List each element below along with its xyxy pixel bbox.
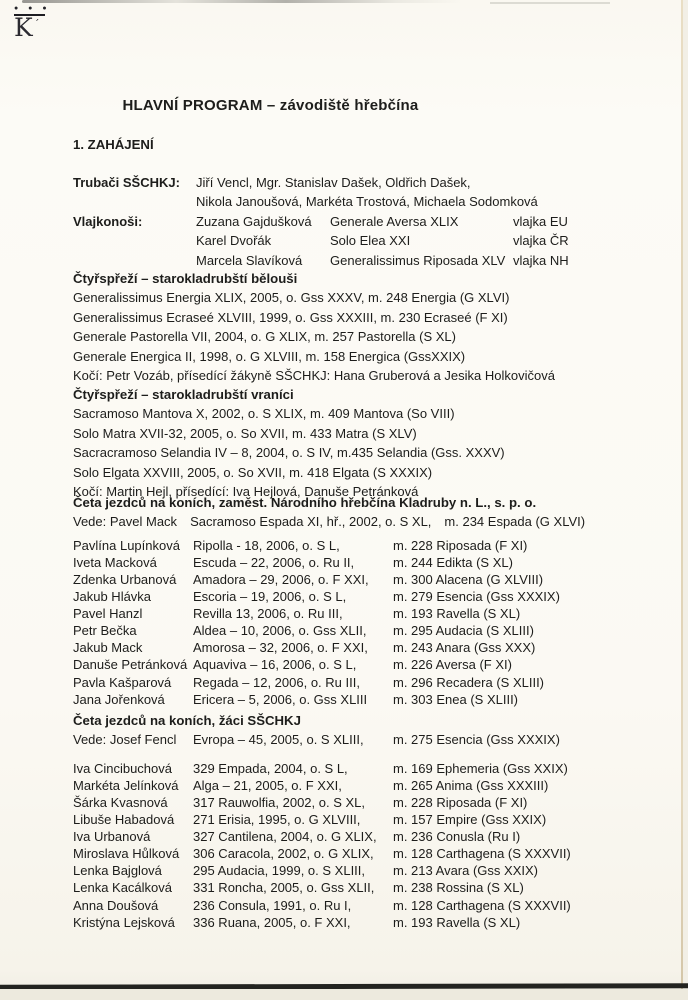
- rider-row: [73, 845, 614, 862]
- leader-horse: Evropa – 45, 2005, o. S XLIII,: [193, 732, 364, 748]
- rider-mare: m. 238 Rossina (S XL): [393, 880, 524, 896]
- rider-mare: m. 128 Carthagena (S XXXVII): [393, 846, 571, 862]
- riders-staff-list: [73, 537, 614, 708]
- rider-row: [73, 622, 614, 639]
- logo-letter-glyph: K: [14, 13, 34, 42]
- rider-mare: m. 157 Empire (Gss XXIX): [393, 812, 547, 828]
- rider-mare: m. 226 Aversa (F XI): [393, 657, 512, 673]
- trumpeters-row-1: [73, 173, 614, 192]
- leader-horse: Sacramoso Espada XI, hř., 2002, o. S XL,: [190, 514, 432, 530]
- rider-horse: Ericera – 5, 2006, o. Gss XLIII: [193, 691, 368, 707]
- rider-row: [73, 674, 614, 691]
- horse-line: Solo Matra XVII-32, 2005, o. So XVII, m. 433 Matra (S XLV): [73, 425, 417, 441]
- rider-name: Kristýna Lejsková: [73, 914, 175, 930]
- flag-bearer-flag: vlajka EU: [513, 213, 568, 229]
- horse-line: Generalissimus Ecraseé XLVIII, 1999, o. Gss XXXIII, m. 230 Ecraseé (F XI): [73, 309, 508, 325]
- rider-horse: Regada – 12, 2006, o. Ru III,: [193, 674, 360, 690]
- trumpeters-row-2: [73, 192, 614, 211]
- flag-bearer-flag: vlajka ČR: [513, 233, 569, 249]
- riders-students-section: [73, 711, 614, 931]
- rider-horse: 271 Erisia, 1995, o. G XLVIII,: [193, 812, 361, 828]
- logo-dots: ● ● ●: [14, 5, 51, 12]
- rider-name: Jana Jořenková: [73, 691, 165, 707]
- rider-horse: Alga – 21, 2005, o. F XXI,: [193, 777, 342, 793]
- rider-row: [73, 571, 614, 588]
- leader-mare: m. 234 Espada (G XLVI): [444, 514, 586, 530]
- four-in-hand-black-heading: Čtyřspřeží – starokladrubští vraníci: [73, 387, 294, 402]
- flag-bearers-row: [73, 212, 614, 270]
- trumpeters-names-line1: Jiří Vencl, Mgr. Stanislav Dašek, Oldřich Dašek,: [196, 175, 471, 190]
- leader-mare: m. 275 Esencia (Gss XXXIX): [393, 732, 560, 748]
- riders-staff-heading: Četa jezdců na koních, zaměst. Národního hřebčína Kladruby n. L., s. p. o.: [73, 495, 537, 510]
- leader-name: Vede: Josef Fencl: [73, 732, 177, 748]
- rider-mare: m. 169 Ephemeria (Gss XXIX): [393, 760, 568, 776]
- rider-horse: 317 Rauwolfia, 2002, o. S XL,: [193, 795, 366, 810]
- rider-row: [73, 828, 614, 845]
- rider-name: Jakub Mack: [73, 640, 143, 656]
- scan-edge-right-line: [681, 0, 683, 1000]
- rider-mare: m. 193 Ravella (S XL): [393, 606, 521, 622]
- four-in-hand-black-horses: [73, 404, 614, 482]
- four-in-hand-black-section: [73, 385, 614, 501]
- rider-row: [73, 760, 614, 777]
- rider-name: Pavlína Lupínková: [73, 537, 180, 553]
- rider-name: Miroslava Hůlková: [73, 846, 180, 862]
- rider-name: Pavel Hanzl: [73, 606, 143, 622]
- scan-edge-bottom-strip: [0, 989, 688, 1000]
- rider-row: [73, 588, 614, 605]
- rider-name: Lenka Bajglová: [73, 863, 162, 879]
- horse-line: Generale Energica II, 1998, o. G XLVIII, m. 158 Energica (GssXXIX): [73, 348, 466, 364]
- rider-horse: 306 Caracola, 2002, o. G XLIX,: [193, 846, 374, 862]
- rider-name: Petr Bečka: [73, 623, 137, 639]
- riders-students-list: [73, 760, 614, 931]
- flag-bearer-row: [196, 212, 614, 231]
- flag-bearers-label: Vlajkonoši:: [73, 213, 143, 229]
- rider-name: Libuše Habadová: [73, 812, 175, 828]
- four-in-hand-grey-horses: [73, 288, 614, 366]
- section-heading-zahajeni: 1. ZAHÁJENÍ: [73, 137, 154, 152]
- trumpeters-names-line2: Nikola Janoušová, Markéta Trostová, Michaela Sodomková: [196, 194, 538, 210]
- rider-name: Iva Cincibuchová: [73, 760, 172, 776]
- rider-row: [73, 914, 614, 931]
- rider-row: [73, 656, 614, 673]
- page-title: HLAVNÍ PROGRAM – závodiště hřebčína: [122, 97, 419, 114]
- flag-bearer-name: Zuzana Gajdušková: [196, 213, 312, 229]
- rider-row: [73, 605, 614, 622]
- rider-name: Danuše Petránková: [73, 657, 188, 673]
- rider-horse: 295 Audacia, 1999, o. S XLIII,: [193, 863, 366, 879]
- rider-mare: m. 296 Recadera (S XLIII): [393, 674, 545, 690]
- rider-horse: Escuda – 22, 2006, o. Ru II,: [193, 554, 355, 570]
- horse-line: Generalissimus Energia XLIX, 2005, o. Gss XXXV, m. 248 Energia (G XLVI): [73, 290, 510, 306]
- rider-name: Markéta Jelínková: [73, 777, 179, 793]
- logo-letter-k: [14, 15, 54, 41]
- rider-mare: m. 228 Riposada (F XI): [393, 795, 528, 810]
- spacer-cell: [73, 192, 196, 211]
- rider-name: Jakub Hlávka: [73, 589, 152, 605]
- flag-bearer-row: [196, 251, 614, 270]
- riders-students-leader-row: [73, 730, 614, 749]
- flag-bearers-list: [196, 212, 614, 270]
- rider-horse: Amorosa – 32, 2006, o. F XXI,: [193, 640, 368, 656]
- rider-horse: 236 Consula, 1991, o. Ru I,: [193, 897, 352, 913]
- rider-horse: 331 Roncha, 2005, o. Gss XLII,: [193, 880, 375, 896]
- rider-name: Pavla Kašparová: [73, 674, 172, 690]
- scan-edge-right-strip: [683, 0, 688, 1000]
- rider-row: [73, 811, 614, 828]
- rider-mare: m. 300 Alacena (G XLVIII): [393, 572, 544, 587]
- rider-horse: 336 Ruana, 2005, o. F XXI,: [193, 914, 351, 930]
- horse-line: Sacracramoso Selandia IV – 8, 2004, o. S IV, m.435 Selandia (Gss. XXXV): [73, 445, 505, 461]
- flag-bearer-name: Marcela Slavíková: [196, 252, 303, 268]
- rider-horse: 329 Empada, 2004, o. S L,: [193, 760, 348, 776]
- four-in-hand-grey-heading: Čtyřspřeží – starokladrubští bělouši: [73, 271, 298, 286]
- rider-horse: Amadora – 29, 2006, o. F XXI,: [193, 572, 369, 587]
- trumpeters-label: Trubači SŠCHKJ:: [73, 175, 180, 190]
- rider-row: [73, 777, 614, 794]
- horse-line: Generale Pastorella VII, 2004, o. G XLIX, m. 257 Pastorella (S XL): [73, 329, 456, 345]
- kladruby-stud-logo: [14, 5, 54, 41]
- flag-bearer-horse: Generale Aversa XLIX: [330, 213, 459, 229]
- scan-artifact-top: [22, 0, 462, 3]
- rider-row: [73, 897, 614, 914]
- rider-name: Zdenka Urbanová: [73, 572, 177, 587]
- flag-bearer-name: Karel Dvořák: [196, 233, 272, 249]
- flag-bearer-horse: Generalissimus Riposada XLV: [330, 252, 506, 268]
- rider-horse: Aquaviva – 16, 2006, o. S L,: [193, 657, 357, 673]
- rider-name: Iveta Macková: [73, 554, 157, 570]
- rider-mare: m. 303 Enea (S XLIII): [393, 691, 519, 707]
- leader-name: Vede: Pavel Mack: [73, 514, 178, 530]
- rider-row: [73, 794, 614, 811]
- rider-horse: 327 Cantilena, 2004, o. G XLIX,: [193, 829, 377, 845]
- rider-horse: Aldea – 10, 2006, o. Gss XLII,: [193, 623, 367, 639]
- rider-mare: m. 213 Avara (Gss XXIX): [393, 863, 538, 879]
- rider-row: [73, 537, 614, 554]
- rider-row: [73, 691, 614, 708]
- four-in-hand-grey-section: [73, 269, 614, 385]
- rider-mare: m. 295 Audacia (S XLIII): [393, 623, 534, 639]
- rider-mare: m. 244 Edikta (S XL): [393, 554, 513, 570]
- rider-horse: Ripolla - 18, 2006, o. S L,: [193, 537, 340, 553]
- rider-mare: m. 228 Riposada (F XI): [393, 537, 528, 553]
- rider-name: Lenka Kacálková: [73, 880, 173, 896]
- rider-horse: Revilla 13, 2006, o. Ru III,: [193, 606, 343, 622]
- logo-accent-mark: ´: [34, 18, 41, 31]
- coachman-line-black: Kočí: Martin Hejl, přísedící: Iva Hejlová, Danuše Petránková: [73, 484, 419, 500]
- rider-mare: m. 128 Carthagena (S XXXVII): [393, 897, 571, 913]
- rider-name: Anna Doušová: [73, 897, 159, 913]
- riders-staff-leader-row: [73, 512, 614, 531]
- flag-bearer-horse: Solo Elea XXI: [330, 233, 411, 249]
- rider-row: [73, 554, 614, 571]
- flag-bearer-flag: vlajka NH: [513, 252, 569, 268]
- rider-row: [73, 862, 614, 879]
- rider-mare: m. 265 Anima (Gss XXXIII): [393, 777, 549, 793]
- rider-horse: Escoria – 19, 2006, o. S L,: [193, 589, 347, 605]
- horse-line: Sacramoso Mantova X, 2002, o. S XLIX, m. 409 Mantova (So VIII): [73, 406, 455, 422]
- rider-name: Šárka Kvasnová: [73, 795, 168, 810]
- rider-mare: m. 279 Esencia (Gss XXXIX): [393, 589, 560, 605]
- riders-students-heading: Četa jezdců na koních, žáci SŠCHKJ: [73, 713, 301, 728]
- horse-line: Solo Elgata XXVIII, 2005, o. So XVII, m. 418 Elgata (S XXXIX): [73, 464, 433, 480]
- rider-mare: m. 243 Anara (Gss XXX): [393, 640, 536, 656]
- rider-row: [73, 879, 614, 896]
- opening-block: [73, 173, 614, 270]
- riders-staff-section: [73, 493, 614, 708]
- rider-mare: m. 193 Ravella (S XL): [393, 914, 521, 930]
- rider-row: [73, 639, 614, 656]
- flag-bearer-row: [196, 231, 614, 250]
- rider-name: Iva Urbanová: [73, 829, 151, 845]
- scan-artifact-top-right: [490, 2, 610, 4]
- coachman-line-grey: Kočí: Petr Vozáb, přísedící žákyně SŠCHKJ: Hana Gruberová a Jesika Holkovičová: [73, 368, 555, 384]
- rider-mare: m. 236 Conusla (Ru I): [393, 829, 521, 845]
